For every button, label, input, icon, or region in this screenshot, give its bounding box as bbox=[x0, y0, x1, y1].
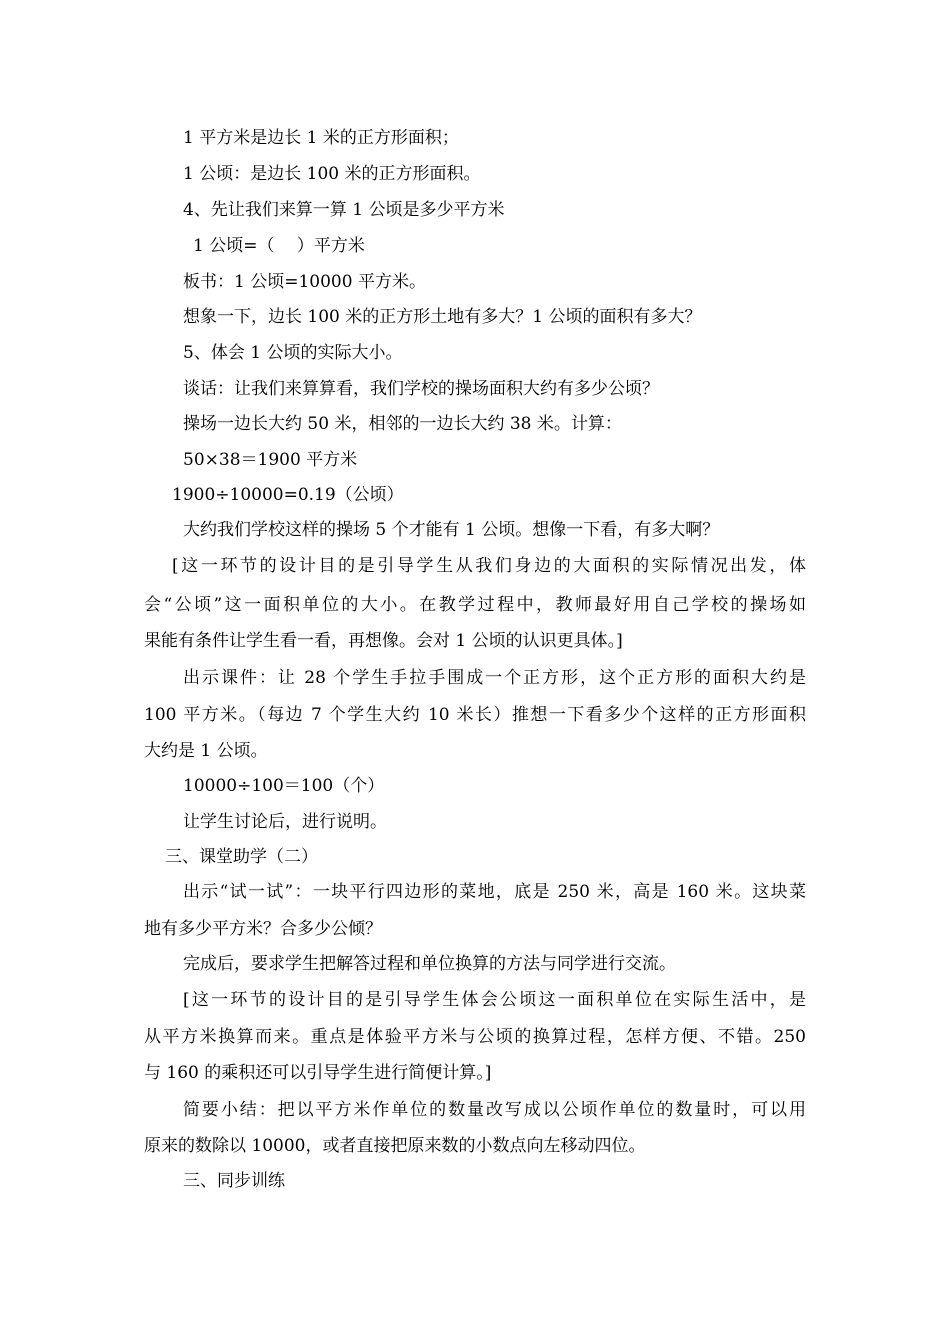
text-line-7: 5、体会 1 公顷的实际大小。 bbox=[183, 343, 403, 363]
text-line-14: 会“公顷”这一面积单位的大小。在教学过程中，教师最好用自己学校的操场如 bbox=[144, 595, 806, 615]
section-heading-classroom-help-2: 三、课堂助学（二） bbox=[165, 847, 318, 867]
text-line-11: 1900÷10000=0.19（公顷） bbox=[172, 485, 404, 505]
text-line-17: 100 平方米。（每边 7 个学生大约 10 米长）推想一下看多少个这样的正方形面积 bbox=[144, 705, 806, 725]
text-line-4: 1 公顷=（ ）平方米 bbox=[193, 236, 365, 256]
text-line-25: [这一环节的设计目的是引导学生体会公顷这一面积单位在实际生活中，是 bbox=[183, 990, 806, 1010]
text-line-5: 板书：1 公顷=10000 平方米。 bbox=[183, 272, 426, 292]
text-line-12: 大约我们学校这样的操场 5 个才能有 1 公顷。想像一下看，有多大啊？ bbox=[183, 520, 720, 540]
text-line-24: 完成后，要求学生把解答过程和单位换算的方法与同学进行交流。 bbox=[183, 954, 676, 974]
text-line-20: 让学生讨论后，进行说明。 bbox=[183, 812, 387, 832]
text-line-23: 地有多少平方米？合多少公倾？ bbox=[144, 919, 382, 939]
text-line-10: 50×38＝1900 平方米 bbox=[183, 450, 358, 470]
text-line-13: [这一环节的设计目的是引导学生从我们身边的大面积的实际情况出发，体 bbox=[172, 556, 806, 576]
section-heading-sync-training: 三、同步训练 bbox=[183, 1171, 285, 1191]
text-line-27: 与 160 的乘积还可以引导学生进行简便计算。] bbox=[144, 1063, 492, 1083]
text-line-15: 果能有条件让学生看一看，再想像。会对 1 公顷的认识更具体。] bbox=[144, 631, 623, 651]
text-line-22: 出示“试一试”：一块平行四边形的菜地，底是 250 米，高是 160 米。这块菜 bbox=[183, 882, 806, 902]
text-line-19: 10000÷100＝100（个） bbox=[183, 776, 385, 796]
text-line-29: 原来的数除以 10000，或者直接把原来数的小数点向左移动四位。 bbox=[144, 1136, 646, 1156]
text-line-3: 4、先让我们来算一算 1 公顷是多少平方米 bbox=[183, 200, 505, 220]
text-line-2: 1 公顷：是边长 100 米的正方形面积。 bbox=[183, 164, 481, 184]
text-line-1: 1 平方米是边长 1 米的正方形面积； bbox=[183, 128, 459, 148]
text-line-8: 谈话：让我们来算算看，我们学校的操场面积大约有多少公顷？ bbox=[183, 379, 659, 399]
text-line-16: 出示课件：让 28 个学生手拉手围成一个正方形，这个正方形的面积大约是 bbox=[183, 668, 806, 688]
text-line-28: 简要小结：把以平方米作单位的数量改写成以公顷作单位的数量时，可以用 bbox=[183, 1100, 806, 1120]
text-line-18: 大约是 1 公顷。 bbox=[144, 741, 268, 761]
text-line-6: 想象一下，边长 100 米的正方形土地有多大？1 公顷的面积有多大？ bbox=[183, 307, 702, 327]
text-line-9: 操场一边长大约 50 米，相邻的一边长大约 38 米。计算： bbox=[183, 414, 622, 434]
text-line-26: 从平方米换算而来。重点是体验平方米与公顷的换算过程，怎样方便、不错。250 bbox=[144, 1027, 806, 1047]
